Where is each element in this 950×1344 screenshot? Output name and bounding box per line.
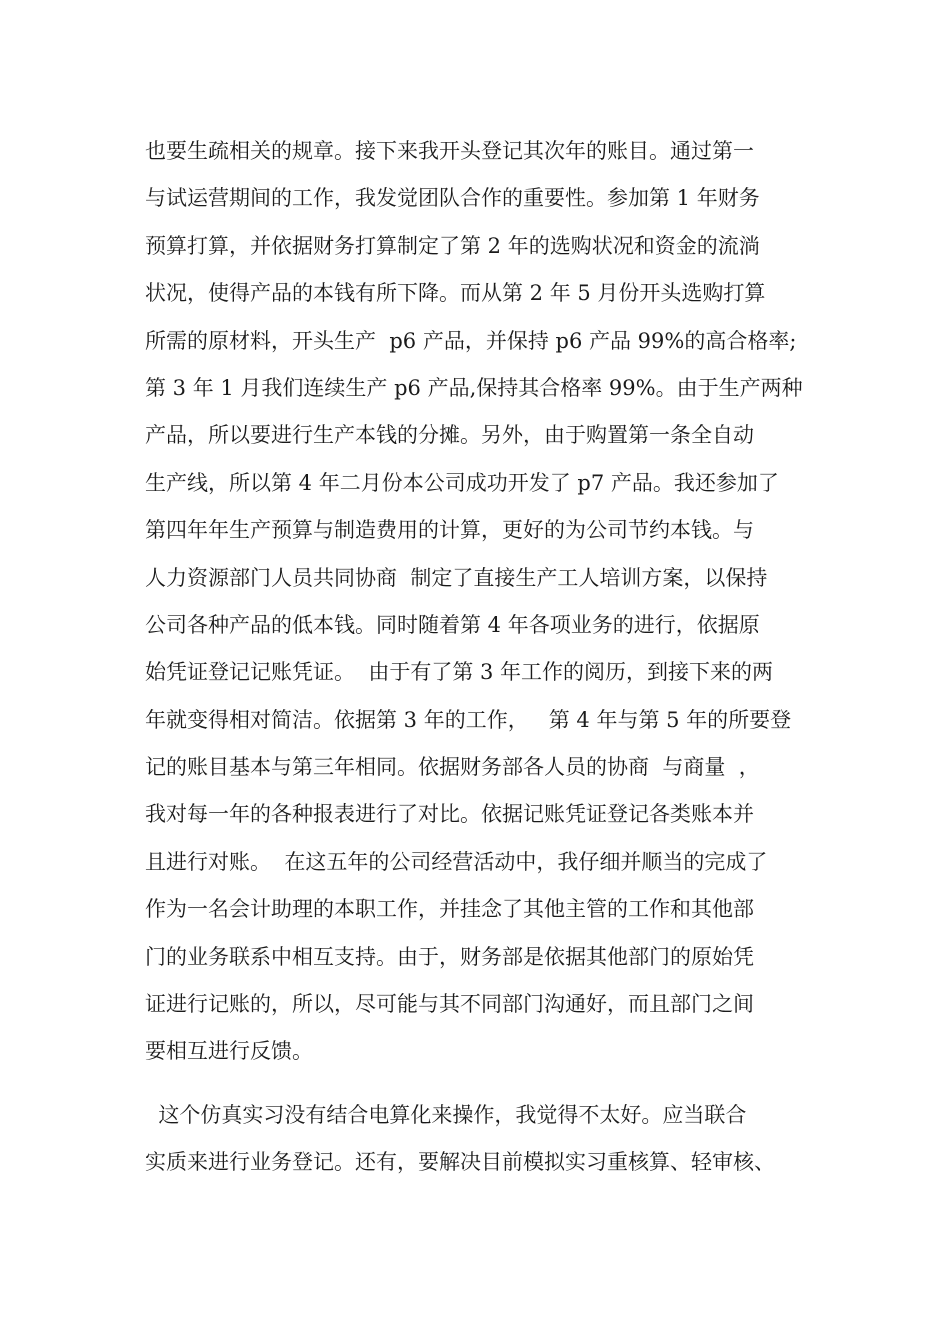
text-line: 证进行记账的，所以，尽可能与其不同部门沟通好，而且部门之间: [145, 992, 754, 1017]
text-line: 记的账目基本与第三年相同。依据财务部各人员的协商 与商量 ，: [145, 755, 760, 780]
text-line: 我对每一年的各种报表进行了对比。依据记账凭证登记各类账本并: [145, 802, 754, 827]
text-line: 生产线，所以第 4 年二月份本公司成功开发了 p7 产品。我还参加了: [145, 470, 779, 495]
paragraph-spacing: [145, 1076, 835, 1092]
text-line: 所需的原材料，开头生产 p6 产品，并保持 p6 产品 99%的高合格率;: [145, 328, 797, 353]
text-line: 这个仿真实习没有结合电算化来操作，我觉得不太好。应当联合: [145, 1102, 747, 1127]
text-line: 与试运营期间的工作，我发觉团队合作的重要性。参加第 1 年财务: [145, 186, 760, 211]
text-line: 状况，使得产品的本钱有所下降。而从第 2 年 5 月份开头选购打算: [145, 281, 766, 306]
text-line: 公司各种产品的低本钱。同时随着第 4 年各项业务的进行，依据原: [145, 612, 760, 637]
paragraph: [145, 1092, 835, 1187]
document-body: [145, 128, 835, 1187]
text-line: 第四年年生产预算与制造费用的计算，更好的为公司节约本钱。与: [145, 518, 754, 543]
paragraph: [145, 128, 835, 1076]
text-line: 也要生疏相关的规章。接下来我开头登记其次年的账目。通过第一: [145, 139, 754, 163]
text-line: 预算打算，并依据财务打算制定了第 2 年的选购状况和资金的流淌: [145, 233, 760, 258]
text-line: 人力资源部门人员共同协商 制定了直接生产工人培训方案，以保持: [145, 565, 768, 590]
text-line: 实质来进行业务登记。还有，要解决目前模拟实习重核算、轻审核、: [145, 1150, 775, 1175]
text-line: 作为一名会计助理的本职工作，并挂念了其他主管的工作和其他部: [145, 897, 754, 922]
text-line: 年就变得相对简洁。依据第 3 年的工作， 第 4 年与第 5 年的所要登: [145, 707, 792, 732]
text-line: 第 3 年 1 月我们连续生产 p6 产品,保持其合格率 99%。由于生产两种: [145, 375, 803, 400]
text-line: 产品，所以要进行生产本钱的分摊。另外，由于购置第一条全自动: [145, 423, 754, 448]
text-line: 要相互进行反馈。: [145, 1039, 313, 1064]
text-line: 且进行对账。 在这五年的公司经营活动中，我仔细并顺当的完成了: [145, 849, 768, 874]
text-line: 始凭证登记记账凭证。 由于有了第 3 年工作的阅历，到接下来的两: [145, 660, 774, 685]
text-line: 门的业务联系中相互支持。由于，财务部是依据其他部门的原始凭: [145, 944, 754, 969]
